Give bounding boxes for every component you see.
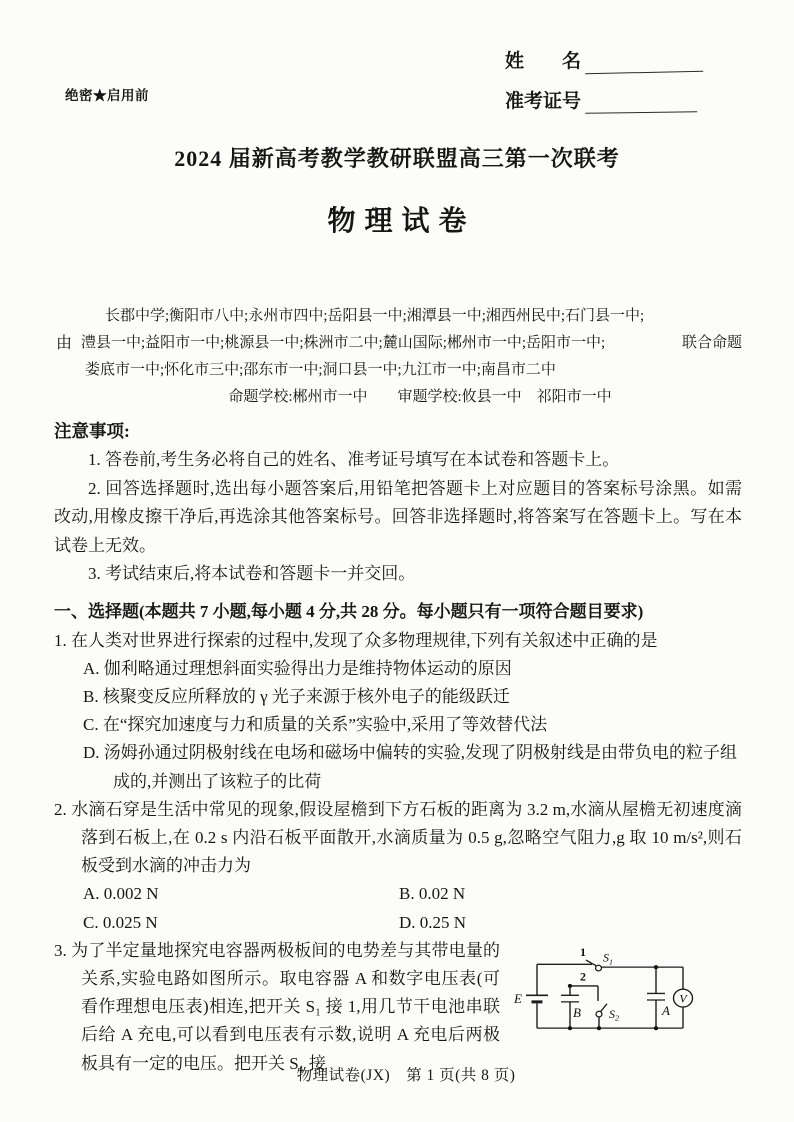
- circuit-diagram: [510, 939, 742, 1061]
- option-b: B. 0.02 N: [399, 884, 466, 904]
- page-content: [54, 303, 742, 1078]
- notice-item: 1. 答卷前,考生务必将自己的姓名、准考证号填写在本试卷和答题卡上。: [88, 450, 620, 469]
- name-row: [505, 46, 745, 73]
- schools-line: 澧县一中;益阳市一中;桃源县一中;株洲市二中;麓山国际;郴州市一中;岳阳市一中;: [81, 335, 606, 351]
- capacitor-b-label: B: [573, 1005, 581, 1020]
- name-label: 姓 名: [505, 51, 582, 72]
- junction-dot: [568, 1026, 572, 1030]
- question-1-options: [54, 655, 742, 796]
- switch-s2-pivot: [596, 1011, 602, 1017]
- option-a: A. 0.002 N: [83, 884, 159, 904]
- notice-item: 2. 回答选择题时,选出每小题答案后,用铅笔把答题卡上对应题目的答案标号涂黑。如需改动,用橡皮擦干净后,再选涂其他答案标号。回答非选择题时,将答案写在答题卡上。写在本试卷上无效。: [54, 478, 742, 555]
- option-d: D. 0.25 N: [399, 912, 467, 932]
- schools-suffix: 联合命题: [681, 335, 742, 351]
- voltmeter-label: V: [679, 992, 687, 1005]
- question-2: [54, 796, 742, 937]
- notice-heading: 注意事项:: [54, 421, 130, 441]
- switch-s2-label: $S_2$: [609, 1007, 619, 1023]
- option-c: C. 0.025 N: [83, 912, 158, 932]
- option-a: A. 伽利略通过理想斜面实验得出力是维持物体运动的原因: [83, 658, 512, 678]
- admission-number-blank-line: [585, 91, 697, 114]
- proposer-reviewer-line: 命题学校:郴州市一中 审题学校:攸县一中 祁阳市一中: [228, 389, 612, 405]
- capacitor-a-label: A: [662, 1004, 670, 1018]
- option-b: B. 核聚变反应所释放的 γ 光子来源于核外电子的能级跃迁: [83, 686, 510, 706]
- junction-dot: [597, 1026, 601, 1030]
- subject-title: 物理试卷: [327, 206, 476, 237]
- circuit-diagram-svg: [510, 939, 742, 1061]
- organizing-schools-block: [54, 303, 742, 384]
- notice-section: [54, 416, 742, 589]
- switch-s1-label: $S_1$: [603, 951, 613, 967]
- secrecy-marking: 绝密★启用前: [65, 88, 149, 103]
- question-1-stem: 1. 在人类对世界进行探索的过程中,发现了众多物理规律,下列有关叙述中正确的是: [54, 630, 658, 650]
- schools-prefix: 由: [56, 335, 73, 352]
- page-footer: 物理试卷(JX) 第 1 页(共 8 页): [296, 1067, 516, 1084]
- section-one-heading: 一、选择题(本题共 7 小题,每小题 4 分,共 28 分。每小题只有一项符合题目要求): [54, 601, 644, 621]
- name-blank-line: [585, 51, 703, 74]
- contact-2-label: 2: [580, 970, 586, 983]
- admission-number-label: 准考证号: [505, 91, 582, 112]
- notice-item: 3. 考试结束后,将本试卷和答题卡一并交回。: [88, 564, 416, 583]
- question-1: [54, 627, 742, 796]
- candidate-fill-in-block: [505, 46, 745, 126]
- junction-dot: [654, 1026, 658, 1030]
- switch-s1-pivot: [596, 965, 602, 971]
- question-2-options: [54, 880, 742, 936]
- question-3-stem: 3. 为了半定量地探究电容器两极板间的电势差与其带电量的关系,实验电路如图所示。取电容器 A 和数字电压表(可看作理想电压表)相连,把开关 S₁ 接 1,用几节干电池串联后给 A 充电,可以看到电压表有示数,说明 A 充电后两极板具有一定的电压。把开关 S₁ 接: [54, 940, 500, 1073]
- switch-s2-lever: [601, 1003, 608, 1011]
- option-c: C. 在“探究加速度与力和质量的关系”实验中,采用了等效替代法: [83, 715, 548, 735]
- option-d: D. 汤姆孙通过阴极射线在电场和磁场中偏转的实验,发现了阴极射线是由带负电的粒子组成的,并测出了该粒子的比荷: [83, 743, 738, 791]
- contact-1-label: 1: [580, 945, 586, 959]
- exam-title: 2024 届新高考教学教研联盟高三第一次联考: [174, 146, 620, 171]
- schools-line: 长郡中学;衡阳市八中;永州市四中;岳阳县一中;湘潭县一中;湘西州民中;石门县一中;: [105, 308, 645, 324]
- schools-list: [81, 303, 676, 384]
- schools-line: 娄底市一中;怀化市三中;邵东市一中;洞口县一中;九江市一中;南昌市二中: [85, 362, 556, 378]
- admission-number-row: [505, 86, 745, 113]
- question-2-stem: 2. 水滴石穿是生活中常见的现象,假设屋檐到下方石板的距离为 3.2 m,水滴从屋檐无初速度滴落到石板上,在 0.2 s 内沿石板平面散开,水滴质量为 0.5 g,忽略空气阻力,g 取 10 m/s²,则石板受到水滴的冲击力为: [54, 799, 742, 876]
- battery-label: E: [514, 991, 522, 1006]
- question-3: [54, 937, 742, 1078]
